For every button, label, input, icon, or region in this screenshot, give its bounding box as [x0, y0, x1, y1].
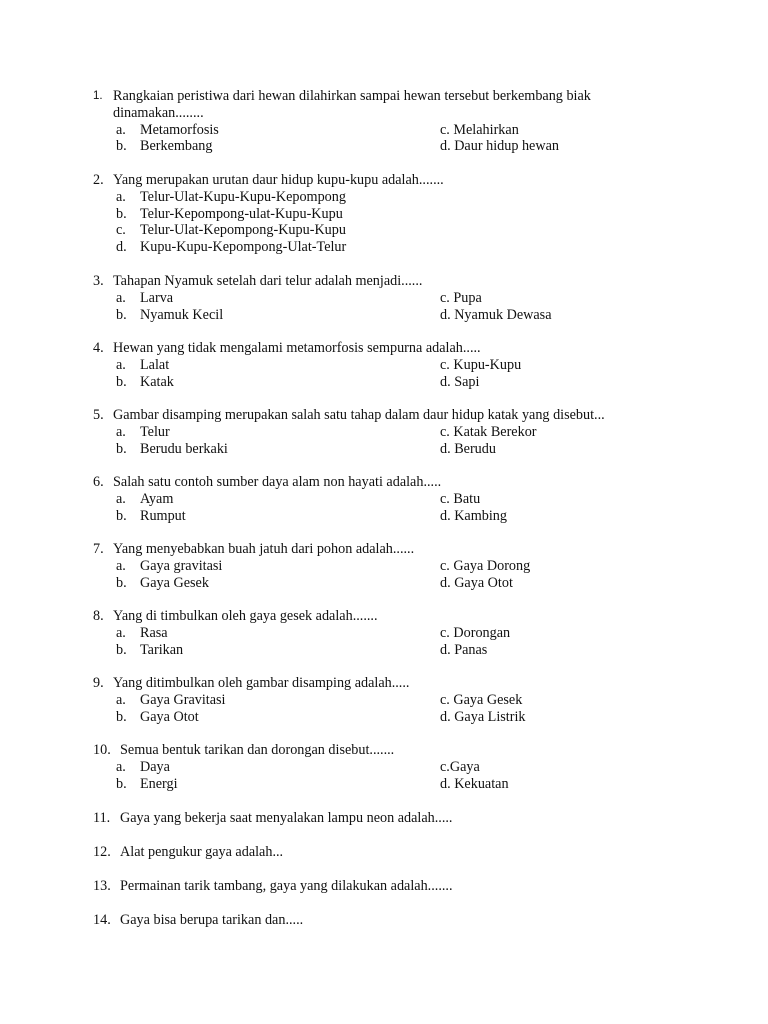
question-number: 13.: [93, 878, 111, 894]
option-c: c. Dorongan: [440, 624, 511, 641]
question-number: 4.: [93, 340, 104, 356]
question-5: [93, 407, 693, 457]
question-12: [93, 844, 693, 861]
question-text: Gaya yang bekerja saat menyalakan lampu neon adalah.....: [120, 810, 453, 826]
option-d: d. Nyamuk Dewasa: [440, 306, 552, 323]
question-9: [93, 675, 693, 725]
option-b: b. Tarikan: [116, 641, 184, 658]
option-d: d. Kekuatan: [440, 775, 509, 792]
option-a: a. Rasa: [116, 624, 168, 641]
option-b: b. Telur-Kepompong-ulat-Kupu-Kupu: [116, 205, 343, 222]
question-3: [93, 273, 693, 323]
question-13: [93, 878, 693, 895]
question-text: Hewan yang tidak mengalami metamorfosis sempurna adalah.....: [113, 340, 481, 356]
question-number: 7.: [93, 541, 104, 557]
option-b: b. Rumput: [116, 507, 186, 524]
question-number: 3.: [93, 273, 104, 289]
question-6: [93, 474, 693, 524]
option-a: a. Ayam: [116, 490, 174, 507]
question-number: 14.: [93, 912, 111, 928]
question-text: Alat pengukur gaya adalah...: [120, 844, 284, 860]
option-d: d. Daur hidup hewan: [440, 138, 559, 155]
question-text: Yang merupakan urutan daur hidup kupu-kupu adalah.......: [113, 172, 444, 188]
option-c: c. Katak Berekor: [440, 423, 537, 440]
question-text: Tahapan Nyamuk setelah dari telur adalah menjadi......: [113, 273, 423, 289]
question-text: Yang di timbulkan oleh gaya gesek adalah.......: [113, 608, 378, 624]
option-d: d. Kupu-Kupu-Kepompong-Ulat-Telur: [116, 239, 347, 256]
option-c: c. Batu: [440, 490, 481, 507]
question-14: [93, 912, 693, 929]
question-1: [93, 88, 693, 155]
option-b: b. Katak: [116, 373, 174, 390]
question-number: 11.: [93, 810, 111, 826]
question-number: 1.: [93, 90, 103, 102]
option-d: d. Panas: [440, 641, 488, 658]
option-b: b. Gaya Gesek: [116, 574, 209, 591]
question-number: 5.: [93, 407, 104, 423]
option-b: b. Nyamuk Kecil: [116, 306, 224, 323]
option-a: a. Daya: [116, 758, 170, 775]
option-c: c.Gaya: [440, 758, 480, 775]
option-b: b. Gaya Otot: [116, 708, 199, 725]
question-number: 6.: [93, 474, 104, 490]
option-d: d. Berudu: [440, 440, 496, 457]
option-c: c. Gaya Dorong: [440, 557, 531, 574]
option-c: c. Pupa: [440, 289, 482, 306]
option-a: a. Larva: [116, 289, 174, 306]
question-4: [93, 340, 693, 390]
option-b: b. Berkembang: [116, 138, 213, 155]
question-text: Rangkaian peristiwa dari hewan dilahirkan sampai hewan tersebut berkembang biak: [113, 88, 591, 104]
option-a: a. Lalat: [116, 356, 170, 373]
option-a: a. Telur: [116, 423, 170, 440]
question-11: [93, 810, 693, 827]
question-number: 2.: [93, 172, 104, 188]
option-c: c. Telur-Ulat-Kepompong-Kupu-Kupu: [116, 222, 346, 239]
option-b: b. Berudu berkaki: [116, 440, 228, 457]
question-number: 8.: [93, 608, 104, 624]
question-10: [93, 742, 693, 792]
question-text: Yang ditimbulkan oleh gambar disamping adalah.....: [113, 675, 410, 691]
option-a: a. Gaya Gravitasi: [116, 691, 226, 708]
option-d: d. Kambing: [440, 507, 507, 524]
option-d: d. Sapi: [440, 373, 480, 390]
question-7: [93, 541, 693, 591]
option-c: c. Gaya Gesek: [440, 691, 523, 708]
option-d: d. Gaya Listrik: [440, 708, 526, 725]
question-text: Semua bentuk tarikan dan dorongan disebut.......: [120, 742, 395, 758]
option-a: a. Metamorfosis: [116, 121, 219, 138]
question-text: Yang menyebabkan buah jatuh dari pohon adalah......: [113, 541, 415, 557]
question-number: 12.: [93, 844, 111, 860]
option-b: b. Energi: [116, 775, 178, 792]
question-number: 9.: [93, 675, 104, 691]
question-text-continuation: dinamakan........: [113, 104, 204, 121]
question-text: Gambar disamping merupakan salah satu tahap dalam daur hidup katak yang disebut...: [113, 407, 605, 423]
option-a: a. Gaya gravitasi: [116, 557, 223, 574]
question-text: Permainan tarik tambang, gaya yang dilakukan adalah.......: [120, 878, 453, 894]
option-c: c. Melahirkan: [440, 121, 519, 138]
option-a: a. Telur-Ulat-Kupu-Kupu-Kepompong: [116, 188, 346, 205]
option-c: c. Kupu-Kupu: [440, 356, 522, 373]
question-number: 10.: [93, 742, 111, 758]
question-2: [93, 172, 693, 256]
question-text: Salah satu contoh sumber daya alam non hayati adalah.....: [113, 474, 442, 490]
option-d: d. Gaya Otot: [440, 574, 513, 591]
question-text: Gaya bisa berupa tarikan dan.....: [120, 912, 304, 928]
question-8: [93, 608, 693, 658]
